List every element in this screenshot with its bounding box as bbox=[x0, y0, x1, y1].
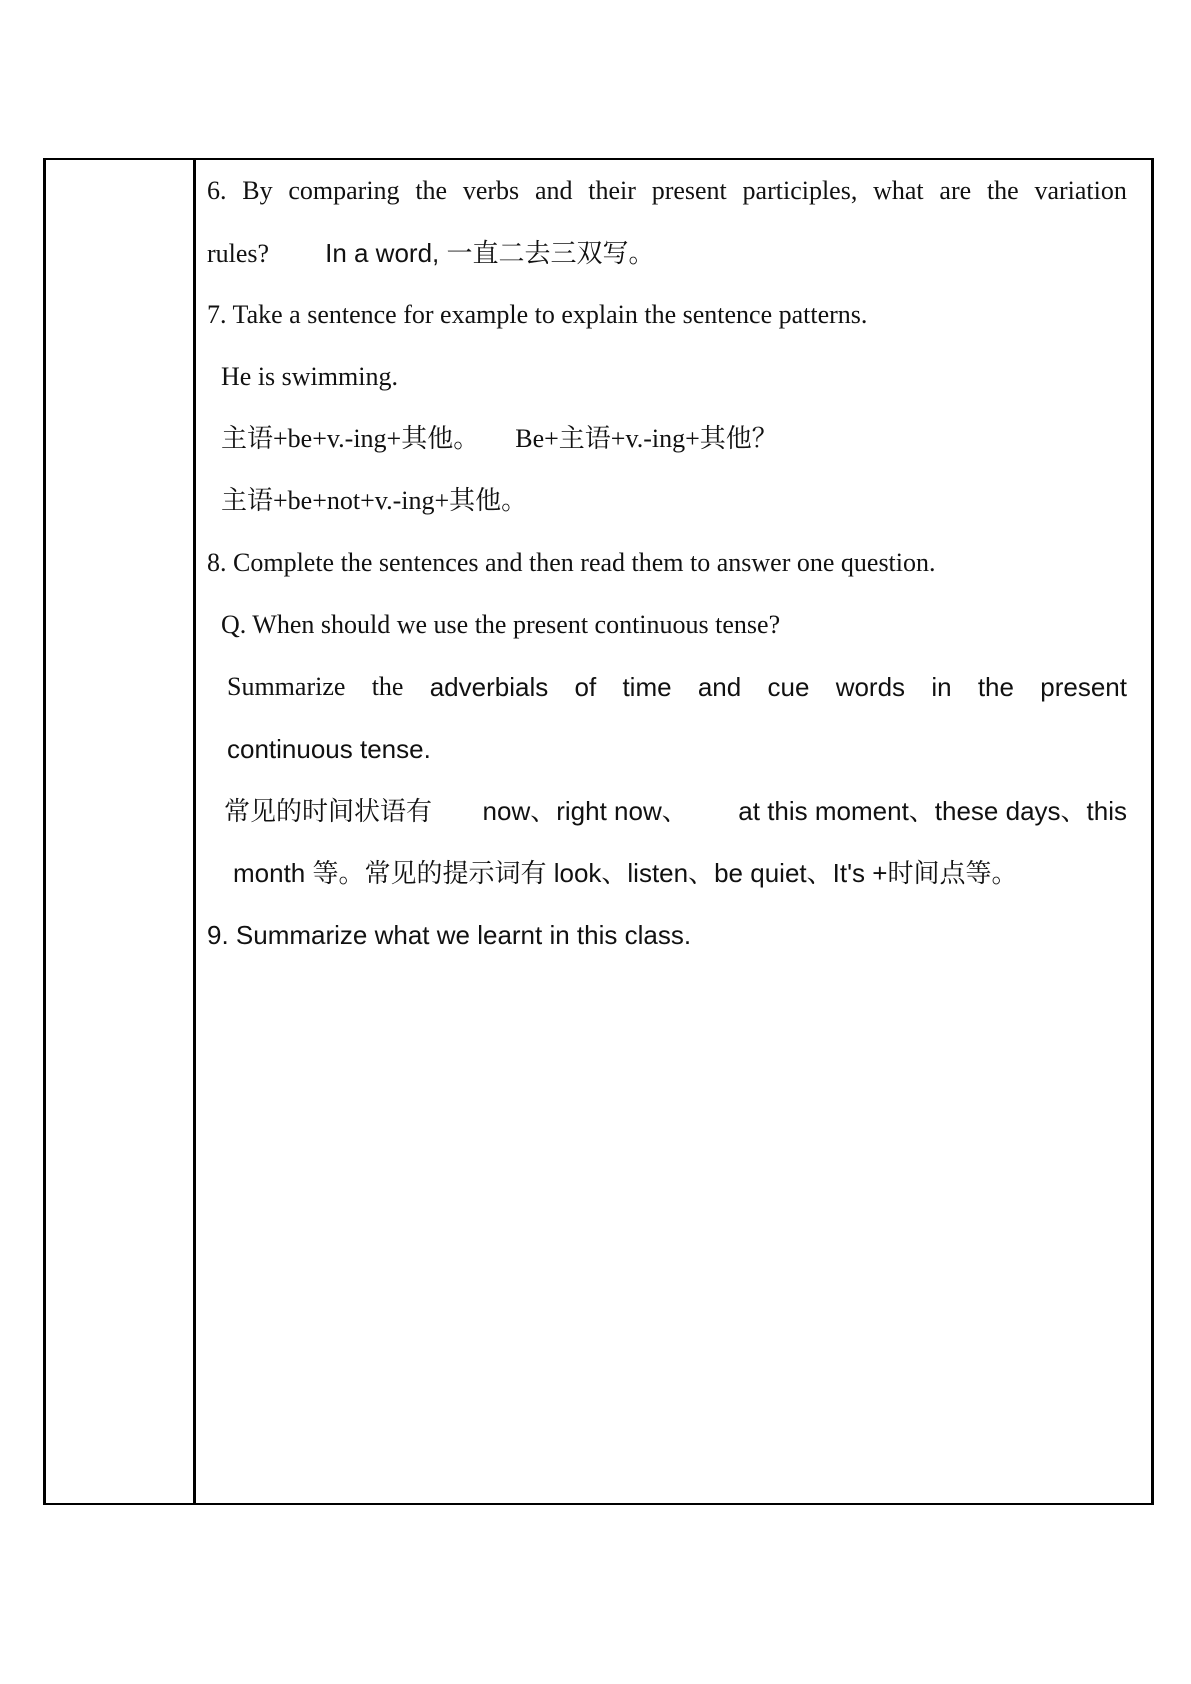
item7-patterns-line1 bbox=[221, 424, 778, 454]
word: in bbox=[931, 672, 952, 702]
phrase: at this moment、these days、this bbox=[738, 796, 1127, 826]
word: and bbox=[534, 176, 573, 205]
word: the bbox=[986, 176, 1019, 205]
word: comparing bbox=[288, 176, 400, 205]
item8-summary-line1 bbox=[227, 672, 1127, 702]
item7-question: 7. Take a sentence for example to explain the sentence patterns. bbox=[207, 300, 868, 329]
left-column-cell bbox=[46, 160, 193, 1503]
item6-question-line1 bbox=[207, 176, 1127, 206]
pattern-affirmative: 主语+be+v.-ing+其他。 bbox=[221, 424, 480, 453]
word: variation bbox=[1034, 176, 1127, 205]
item6-question-line2 bbox=[207, 238, 655, 269]
right-column-cell bbox=[196, 160, 1151, 1503]
word: the bbox=[415, 176, 448, 205]
word: and bbox=[697, 672, 742, 702]
item9-text: 9. Summarize what we learnt in this class. bbox=[207, 920, 692, 950]
item8-instruction: 8. Complete the sentences and then read them to answer one question. bbox=[207, 548, 936, 577]
word: of bbox=[574, 672, 597, 702]
pattern-question: Be+主语+v.-ing+其他？ bbox=[515, 424, 778, 453]
item8-question: Q. When should we use the present continuous tense? bbox=[221, 610, 781, 639]
word: the bbox=[977, 672, 1014, 702]
phrase: now、right now、 bbox=[482, 796, 688, 826]
item8-time-words-line bbox=[224, 796, 1127, 826]
item6-rules-text: rules? bbox=[207, 239, 270, 268]
word: their bbox=[588, 176, 636, 205]
item8-summary-line2: continuous tense. bbox=[227, 734, 431, 764]
word: what bbox=[873, 176, 924, 205]
item7-pattern-negative: 主语+be+not+v.-ing+其他。 bbox=[221, 486, 528, 515]
word: words bbox=[835, 672, 906, 702]
word: verbs bbox=[462, 176, 520, 205]
item7-example-sentence: He is swimming. bbox=[221, 362, 398, 391]
word: present bbox=[1040, 672, 1127, 702]
word: are bbox=[939, 176, 972, 205]
item6-answer: In a word, 一直二去三双写。 bbox=[325, 238, 655, 268]
word: present bbox=[651, 176, 727, 205]
word: participles, bbox=[742, 176, 858, 205]
item8-cue-words-line: month 等。常见的提示词有 look、listen、be quiet、It's +时间点等。 bbox=[233, 858, 1018, 888]
phrase: 常见的时间状语有 bbox=[224, 796, 433, 826]
word: adverbials bbox=[429, 672, 549, 702]
word: By bbox=[242, 176, 273, 205]
word: the bbox=[371, 672, 404, 701]
word: Summarize bbox=[227, 672, 346, 701]
word: time bbox=[622, 672, 672, 702]
lesson-table bbox=[43, 158, 1154, 1505]
word: 6. bbox=[207, 176, 227, 205]
word: cue bbox=[767, 672, 810, 702]
